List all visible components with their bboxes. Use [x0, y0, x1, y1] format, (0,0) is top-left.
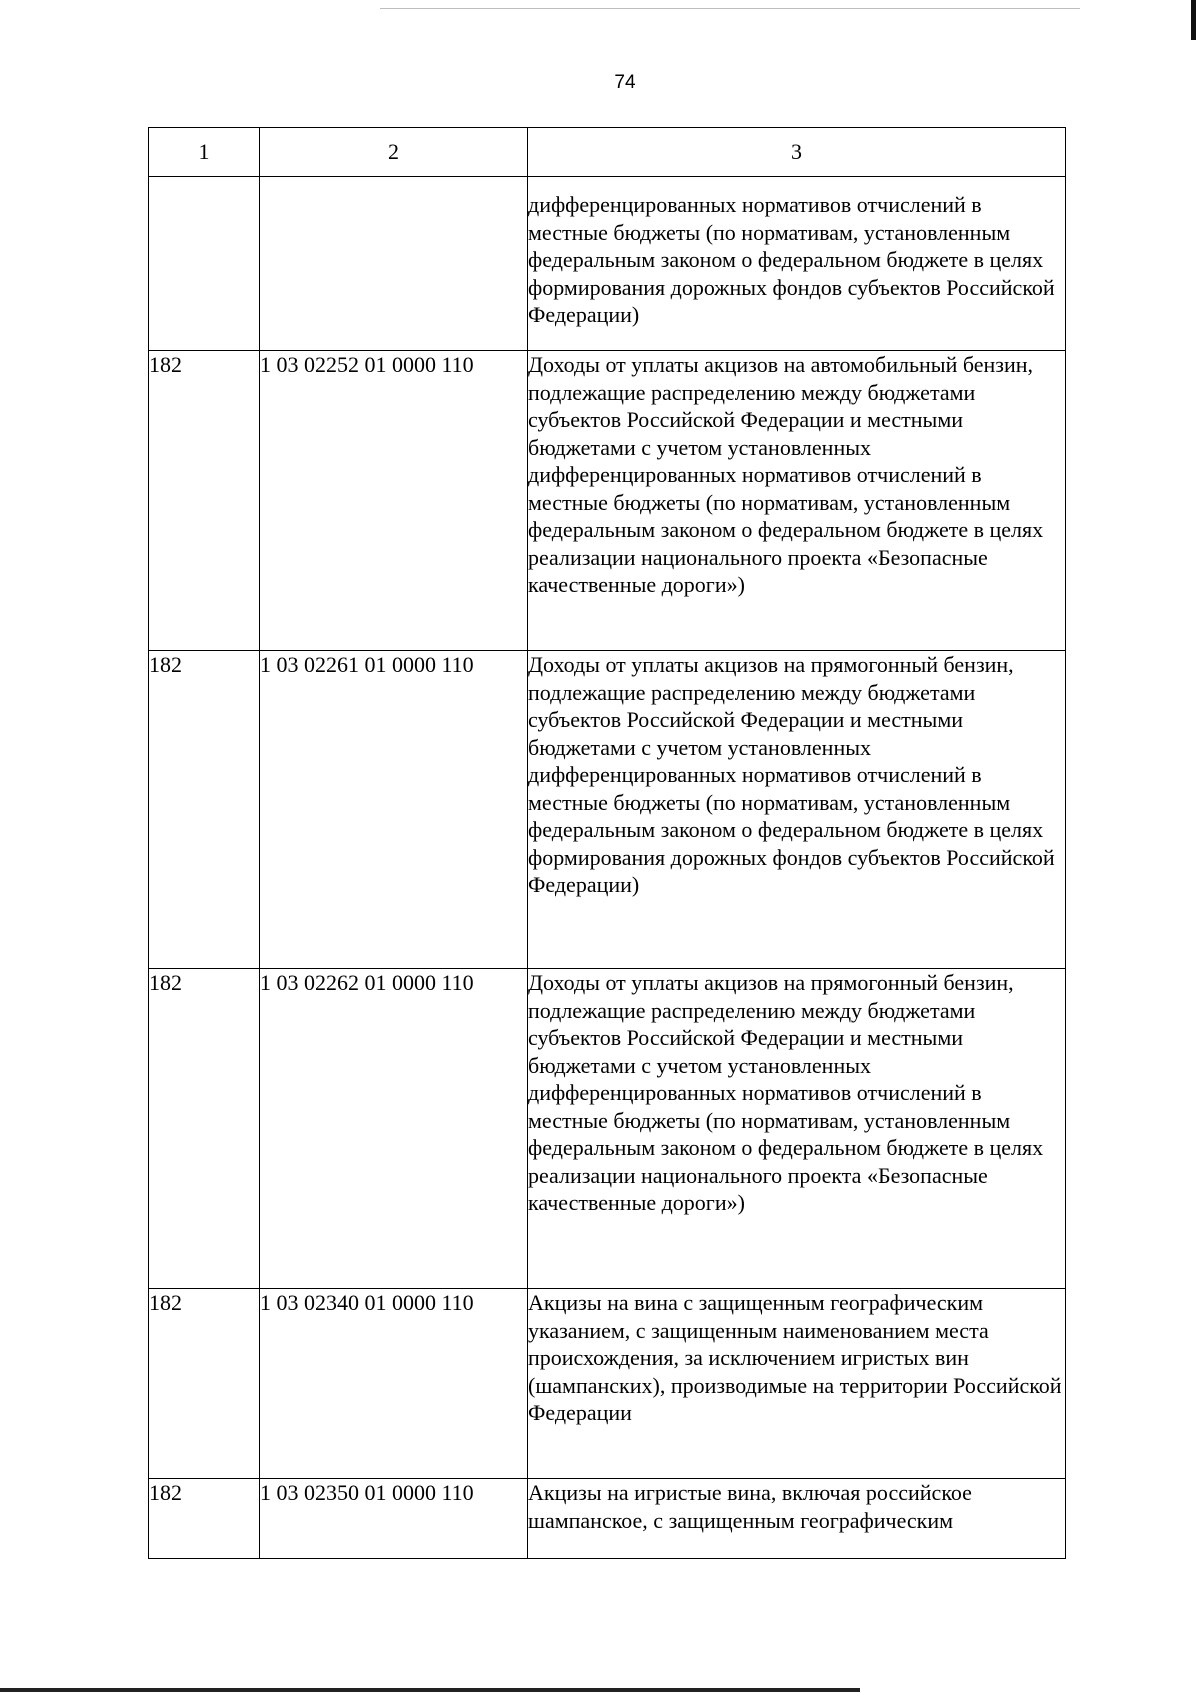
table-row	[149, 969, 1066, 1289]
description-cell: Доходы от уплаты акцизов на прямогонный бензин, подлежащие распределению между бюджетами субъектов Российской Федерации и местными бюджетами с учетом установленных дифференцированных нормативов отчислений в местные бюджеты (по нормативам, установленным федеральным законом о федеральном бюджете в целях реализации национального проекта «Безопасные качественные дороги»)	[528, 969, 1066, 1289]
table-row	[149, 351, 1066, 651]
admin-code-cell: 182	[149, 969, 260, 1289]
budget-code-cell: 1 03 02261 01 0000 110	[260, 651, 528, 969]
budget-code-cell: 1 03 02252 01 0000 110	[260, 351, 528, 651]
description-cell: дифференцированных нормативов отчислений в местные бюджеты (по нормативам, установленным федеральным законом о федеральном бюджете в целях формирования дорожных фондов субъектов Российской Федерации)	[528, 177, 1066, 351]
budget-code-cell: 1 03 02340 01 0000 110	[260, 1289, 528, 1479]
column-header-2: 2	[260, 128, 528, 177]
description-cell: Акцизы на вина с защищенным географическим указанием, с защищенным наименованием места происхождения, за исключением игристых вин (шампанских), производимые на территории Российской Федерации	[528, 1289, 1066, 1479]
budget-code-cell: 1 03 02262 01 0000 110	[260, 969, 528, 1289]
column-header-1: 1	[149, 128, 260, 177]
scan-artifact-right-edge	[1191, 0, 1196, 40]
description-cell: Доходы от уплаты акцизов на прямогонный бензин, подлежащие распределению между бюджетами субъектов Российской Федерации и местными бюджетами с учетом установленных дифференцированных нормативов отчислений в местные бюджеты (по нормативам, установленным федеральным законом о федеральном бюджете в целях формирования дорожных фондов субъектов Российской Федерации)	[528, 651, 1066, 969]
column-header-3: 3	[528, 128, 1066, 177]
table-row	[149, 1479, 1066, 1559]
budget-code-cell: 1 03 02350 01 0000 110	[260, 1479, 528, 1559]
page-number: 74	[614, 72, 636, 93]
table-row	[149, 177, 1066, 351]
admin-code-cell	[149, 177, 260, 351]
table-row	[149, 1289, 1066, 1479]
scan-artifact-top-line	[380, 8, 1080, 9]
table-row	[149, 651, 1066, 969]
admin-code-cell: 182	[149, 651, 260, 969]
budget-classification-table	[148, 127, 1066, 1559]
admin-code-cell: 182	[149, 1289, 260, 1479]
description-cell: Доходы от уплаты акцизов на автомобильный бензин, подлежащие распределению между бюджетами субъектов Российской Федерации и местными бюджетами с учетом установленных дифференцированных нормативов отчислений в местные бюджеты (по нормативам, установленным федеральным законом о федеральном бюджете в целях реализации национального проекта «Безопасные качественные дороги»)	[528, 351, 1066, 651]
table-header-row	[149, 128, 1066, 177]
admin-code-cell: 182	[149, 351, 260, 651]
admin-code-cell: 182	[149, 1479, 260, 1559]
budget-code-cell	[260, 177, 528, 351]
scan-artifact-bottom-line	[0, 1688, 860, 1692]
description-cell: Акцизы на игристые вина, включая российское шампанское, с защищенным географическим	[528, 1479, 1066, 1559]
